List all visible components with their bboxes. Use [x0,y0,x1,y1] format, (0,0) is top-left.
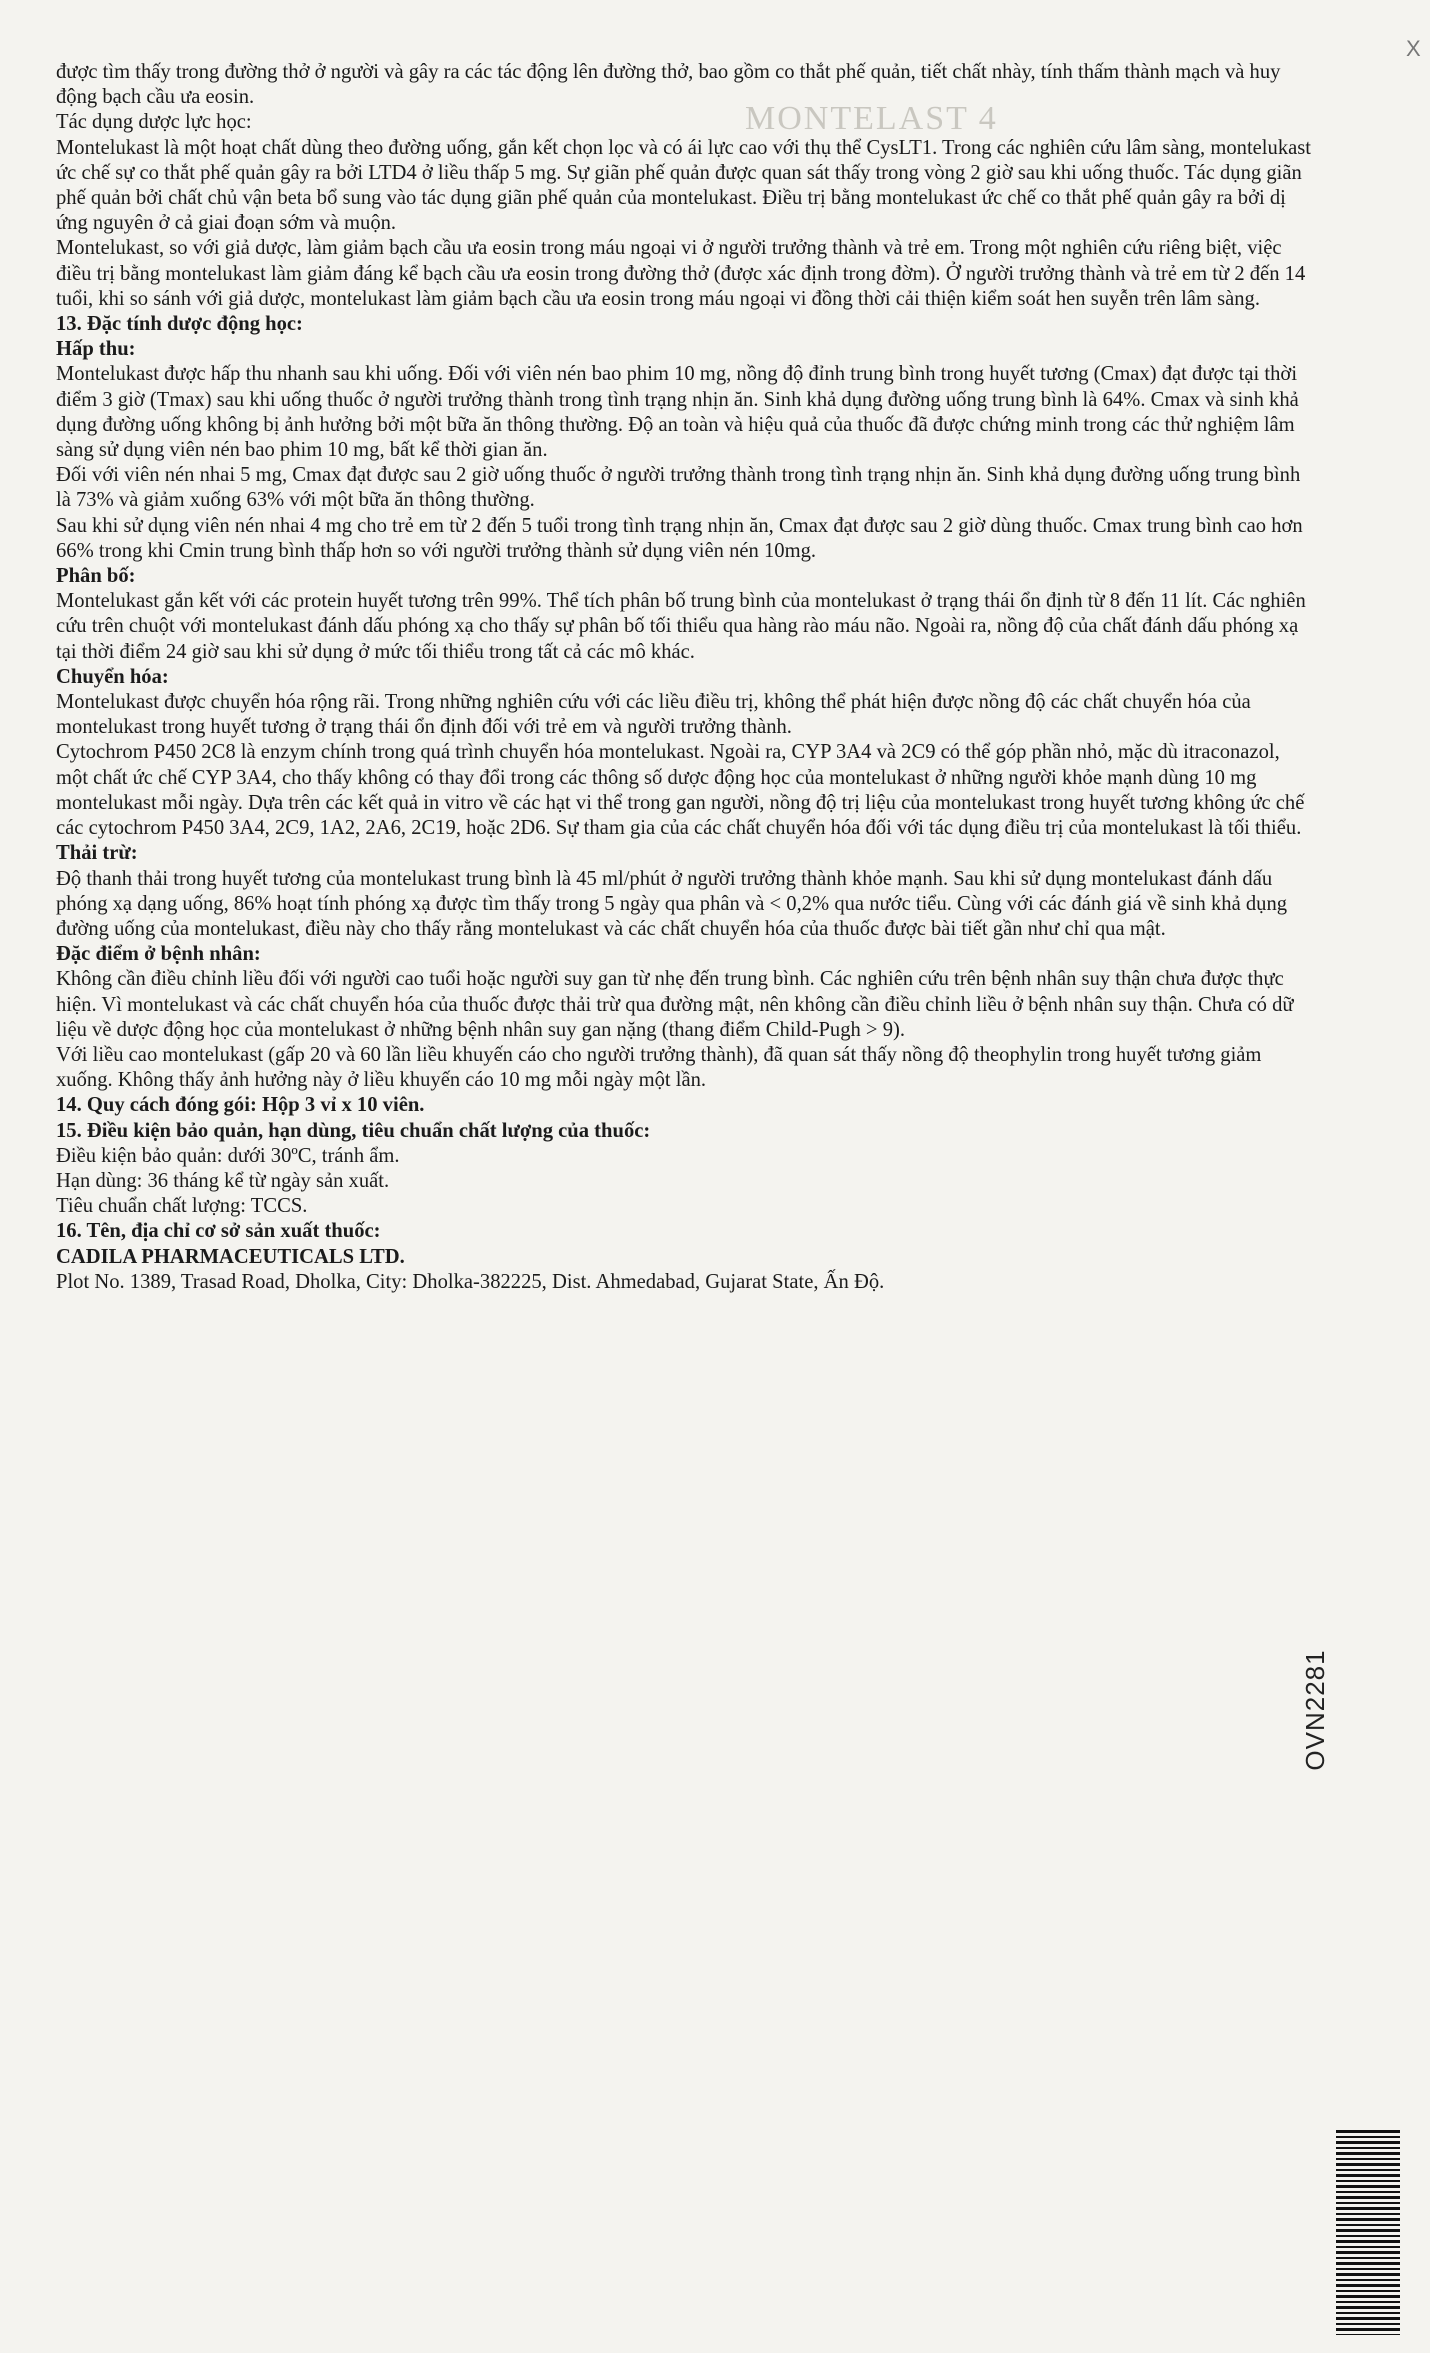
paragraph-metabolism-2: Cytochrom P450 2C8 là enzym chính trong quá trình chuyển hóa montelukast. Ngoài ra, CYP 3A4 và 2C9 có thể góp phần nhỏ, mặc dù itraconazol, một chất ức chế CYP 3A4, cho thấy không có thay đổi trong các thông số dược động học của montelukast ở những người khỏe mạnh dùng 10 mg montelukast mỗi ngày. Dựa trên các kết quả in vitro về các hạt vi thể trong gan người, nồng độ trị liệu của montelukast trong huyết tương không ức chế các cytochrom P450 3A4, 2C9, 1A2, 2A6, 2C19, hoặc 2D6. Sự tham gia của các chất chuyển hóa đối với tác dụng điều trị của montelukast là tối thiểu. [56,741,1305,840]
leaflet-text [56,60,1314,1295]
edge-mark: X [1406,36,1421,61]
storage-conditions: Điều kiện bảo quản: dưới 30ºC, tránh ẩm. [56,1144,400,1167]
heading-absorption: Hấp thu: [56,338,136,361]
heading-elimination: Thải trừ: [56,842,138,865]
paragraph-absorption-3: Sau khi sử dụng viên nén nhai 4 mg cho trẻ em từ 2 đến 5 tuổi trong tình trạng nhịn ăn, Cmax đạt được sau 2 giờ dùng thuốc. Cmax trung bình cao hơn 66% trong khi Cmin trung bình thấp hơn so với người trưởng thành sử dụng viên nén 10mg. [56,514,1303,562]
heading-patient-characteristics: Đặc điểm ở bệnh nhân: [56,943,261,966]
paragraph-elimination: Độ thanh thải trong huyết tương của montelukast trung bình là 45 ml/phút ở người trưởng thành khỏe mạnh. Sau khi sử dụng montelukast đánh dấu phóng xạ dạng uống, 86% hoạt tính phóng xạ được tìm thấy trong 5 ngày qua phân và < 0,2% qua nước tiểu. Cùng với các đánh giá về sinh khả dụng đường uống của montelukast, điều này cho thấy rằng montelukast và các chất chuyển hóa của thuốc được bài tiết gần như chỉ qua mật. [56,867,1288,940]
manufacturer-name: CADILA PHARMACEUTICALS LTD. [56,1245,405,1268]
heading-metabolism: Chuyển hóa: [56,665,169,688]
heading-distribution: Phân bố: [56,565,136,588]
paragraph-patients-2: Với liều cao montelukast (gấp 20 và 60 lần liều khuyến cáo cho người trưởng thành), đã quan sát thấy nồng độ theophylin trong huyết tương giảm xuống. Không thấy ảnh hưởng này ở liều khuyến cáo 10 mg mỗi ngày một lần. [56,1043,1262,1092]
paragraph-metabolism-1: Montelukast được chuyển hóa rộng rãi. Trong những nghiên cứu với các liều điều trị, không thể phát hiện được nồng độ các chất chuyển hóa của montelukast trong huyết tương ở trạng thái ổn định đối với trẻ em và người trưởng thành. [56,691,1251,739]
manufacturer-address: Plot No. 1389, Trasad Road, Dholka, City: Dholka-382225, Dist. Ahmedabad, Gujarat State, Ấn Độ. [56,1270,885,1293]
paragraph-pharmacodynamics-1: Montelukast là một hoạt chất dùng theo đường uống, gắn kết chọn lọc và có ái lực cao với thụ thể CysLT1. Trong các nghiên cứu lâm sàng, montelukast ức chế sự co thắt phế quản gây ra bởi LTD4 ở liều thấp 5 mg. Sự giãn phế quản được quan sát thấy trong vòng 2 giờ sau khi uống thuốc. Tác dụng giãn phế quản bởi chất chủ vận beta bổ sung vào tác dụng giãn phế quản của montelukast. Điều trị bằng montelukast ức chế co thắt phế quản gây ra bởi dị ứng nguyên ở cả giai đoạn sớm và muộn. [56,136,1312,235]
document-code: OVN2281 [1300,1649,1330,1771]
quality-standard: Tiêu chuẩn chất lượng: TCCS. [56,1195,308,1218]
bleed-through-title: MONTELAST 4 [745,100,998,137]
paragraph-pharmacodynamics-2: Montelukast, so với giả dược, làm giảm bạch cầu ưa eosin trong máu ngoại vi ở người trưởng thành và trẻ em. Trong một nghiên cứu riêng biệt, việc điều trị bằng montelukast làm giảm đáng kể bạch cầu ưa eosin trong đường thở (được xác định trong đờm). Ở người trưởng thành và trẻ em từ 2 đến 14 tuổi, khi so sánh với giả dược, montelukast làm giảm bạch cầu ưa eosin trong máu ngoại vi đồng thời cải thiện kiểm soát hen suyễn trên lâm sàng. [56,237,1306,310]
heading-pharmacodynamics: Tác dụng dược lực học: [56,111,252,134]
paragraph-distribution: Montelukast gắn kết với các protein huyết tương trên 99%. Thể tích phân bố trung bình của montelukast ở trạng thái ổn định từ 8 đến 11 lít. Các nghiên cứu trên chuột với montelukast đánh dấu phóng xạ cho thấy sự phân bố tối thiểu qua hàng rào máu não. Ngoài ra, nồng độ của chất đánh dấu phóng xạ tại thời điểm 24 giờ sau khi sử dụng ở mức tối thiểu trong tất cả các mô khác. [56,590,1306,663]
section-15-title: 15. Điều kiện bảo quản, hạn dùng, tiêu chuẩn chất lượng của thuốc: [56,1119,651,1142]
barcode [1336,2130,1400,2335]
paragraph-patients-1: Không cần điều chỉnh liều đối với người cao tuổi hoặc người suy gan từ nhẹ đến trung bình. Các nghiên cứu trên bệnh nhân suy thận chưa được thực hiện. Vì montelukast và các chất chuyển hóa của thuốc được thải trừ qua đường mật, nên không cần điều chỉnh liều ở bệnh nhân suy thận. Chưa có dữ liệu về dược động học của montelukast ở những bệnh nhân suy gan nặng (thang điểm Child-Pugh > 9). [56,968,1294,1041]
paragraph-absorption-1: Montelukast được hấp thu nhanh sau khi uống. Đối với viên nén bao phim 10 mg, nồng độ đỉnh trung bình trong huyết tương (Cmax) đạt được tại thời điểm 3 giờ (Tmax) sau khi uống thuốc ở người trưởng thành trong tình trạng nhịn ăn. Sinh khả dụng đường uống trung bình là 64%. Cmax và sinh khả dụng đường uống không bị ảnh hưởng bởi một bữa ăn thông thường. Độ an toàn và hiệu quả của thuốc đã được chứng minh trong các thử nghiệm lâm sàng sử dụng viên nén bao phim 10 mg, bất kể thời gian ăn. [56,363,1299,462]
section-13-title: 13. Đặc tính dược động học: [56,313,303,336]
section-14-packaging: 14. Quy cách đóng gói: Hộp 3 vỉ x 10 viên. [56,1094,425,1117]
section-16-title: 16. Tên, địa chỉ cơ sở sản xuất thuốc: [56,1220,381,1243]
paragraph-intro: được tìm thấy trong đường thở ở người và gây ra các tác động lên đường thở, bao gồm co thắt phế quản, tiết chất nhày, tính thấm thành mạch và huy động bạch cầu ưa eosin. [56,61,1281,109]
shelf-life: Hạn dùng: 36 tháng kể từ ngày sản xuất. [56,1169,390,1192]
paragraph-absorption-2: Đối với viên nén nhai 5 mg, Cmax đạt được sau 2 giờ uống thuốc ở người trưởng thành trong tình trạng nhịn ăn. Sinh khả dụng đường uống trung bình là 73% và giảm xuống 63% với một bữa ăn thông thường. [56,464,1301,512]
